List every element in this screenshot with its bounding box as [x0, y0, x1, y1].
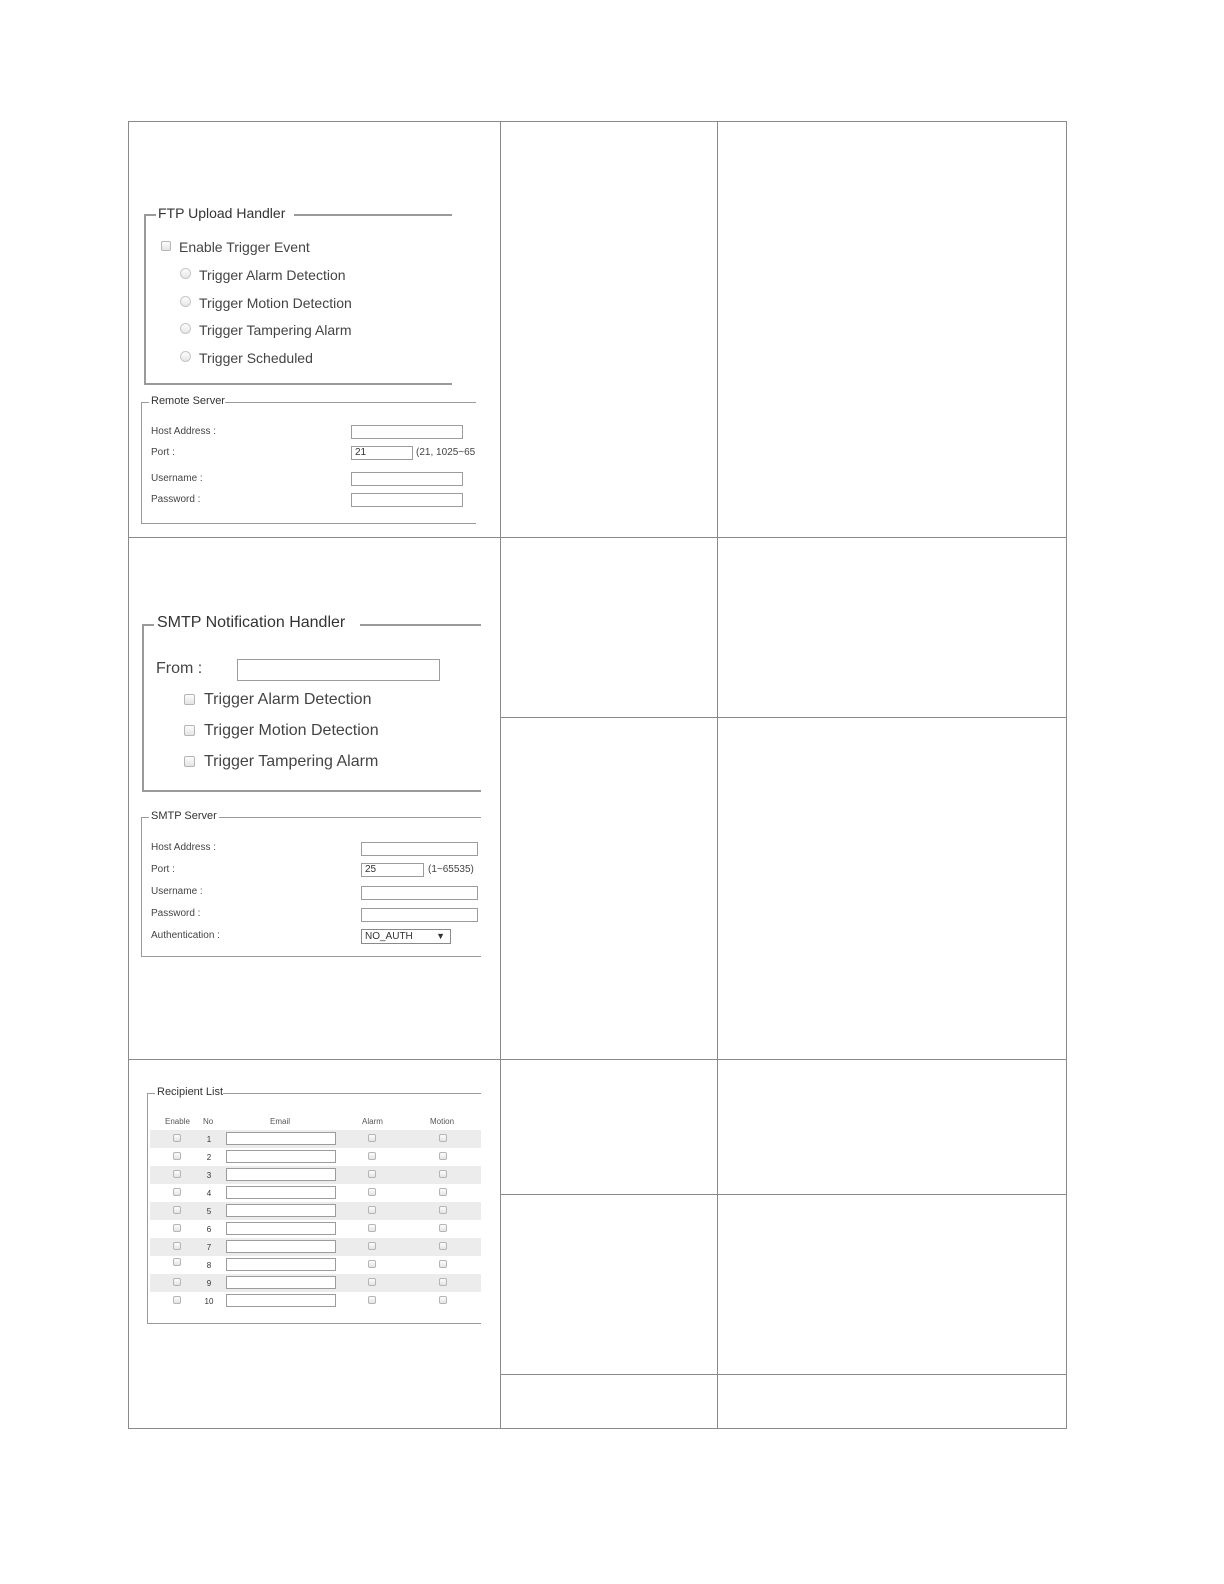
- column-divider: [717, 121, 718, 1429]
- ftp-password-input[interactable]: [351, 493, 463, 507]
- alarm-checkbox[interactable]: [368, 1206, 376, 1214]
- table-row: [150, 1202, 481, 1220]
- row-number: 6: [206, 1225, 212, 1234]
- authentication-label: Authentication :: [151, 930, 220, 941]
- email-input[interactable]: [226, 1132, 336, 1145]
- password-label: Password :: [151, 494, 201, 505]
- alarm-checkbox[interactable]: [368, 1242, 376, 1250]
- motion-checkbox[interactable]: [439, 1278, 447, 1286]
- authentication-value: NO_AUTH: [365, 931, 413, 942]
- motion-checkbox[interactable]: [439, 1242, 447, 1250]
- email-input[interactable]: [226, 1150, 336, 1163]
- row-number: 1: [206, 1135, 212, 1144]
- chevron-down-icon: ▼: [436, 931, 445, 941]
- header-motion: Motion: [430, 1117, 455, 1126]
- trigger-tampering-label: Trigger Tampering Alarm: [199, 322, 352, 338]
- enable-checkbox[interactable]: [173, 1258, 181, 1266]
- email-input[interactable]: [226, 1276, 336, 1289]
- header-email: Email: [270, 1117, 291, 1126]
- table-row: [150, 1292, 481, 1310]
- enable-checkbox[interactable]: [173, 1152, 181, 1160]
- enable-checkbox[interactable]: [173, 1188, 181, 1196]
- trigger-tampering-radio[interactable]: [180, 323, 191, 334]
- email-input[interactable]: [226, 1222, 336, 1235]
- row-divider: [128, 537, 1067, 538]
- trigger-alarm-label: Trigger Alarm Detection: [199, 267, 346, 283]
- host-address-label: Host Address :: [151, 426, 217, 437]
- motion-checkbox[interactable]: [439, 1188, 447, 1196]
- smtp-trigger-motion-checkbox[interactable]: [184, 725, 195, 736]
- ftp-port-input[interactable]: 21: [351, 446, 413, 460]
- remote-server-title: Remote Server: [151, 395, 225, 407]
- smtp-username-input[interactable]: [361, 886, 478, 900]
- table-row: [150, 1148, 481, 1166]
- table-row: [150, 1274, 481, 1292]
- enable-checkbox[interactable]: [173, 1170, 181, 1178]
- table-row: [150, 1166, 481, 1184]
- smtp-trigger-tampering-label: Trigger Tampering Alarm: [204, 753, 379, 770]
- from-label: From :: [156, 660, 203, 677]
- motion-checkbox[interactable]: [439, 1152, 447, 1160]
- trigger-motion-label: Trigger Motion Detection: [199, 295, 352, 311]
- email-input[interactable]: [226, 1186, 336, 1199]
- smtp-host-address-input[interactable]: [361, 842, 478, 856]
- port-label: Port :: [151, 447, 175, 458]
- smtp-password-label: Password :: [151, 908, 201, 919]
- smtp-port-input[interactable]: 25: [361, 863, 424, 877]
- motion-checkbox[interactable]: [439, 1134, 447, 1142]
- motion-checkbox[interactable]: [439, 1260, 447, 1268]
- motion-checkbox[interactable]: [439, 1206, 447, 1214]
- table-row: [150, 1184, 481, 1202]
- enable-checkbox[interactable]: [173, 1206, 181, 1214]
- authentication-select[interactable]: [361, 929, 451, 944]
- column-divider: [500, 121, 501, 1429]
- row-number: 4: [206, 1189, 212, 1198]
- smtp-trigger-alarm-label: Trigger Alarm Detection: [204, 691, 372, 708]
- enable-checkbox[interactable]: [173, 1242, 181, 1250]
- alarm-checkbox[interactable]: [368, 1278, 376, 1286]
- ftp-port-hint: (21, 1025~65: [416, 447, 476, 458]
- row-number: 8: [206, 1261, 212, 1270]
- enable-trigger-checkbox[interactable]: [161, 241, 171, 251]
- email-input[interactable]: [226, 1204, 336, 1217]
- trigger-scheduled-radio[interactable]: [180, 351, 191, 362]
- smtp-trigger-tampering-checkbox[interactable]: [184, 756, 195, 767]
- row-number: 3: [206, 1171, 212, 1180]
- motion-checkbox[interactable]: [439, 1224, 447, 1232]
- smtp-server-title: SMTP Server: [151, 810, 217, 822]
- alarm-checkbox[interactable]: [368, 1188, 376, 1196]
- smtp-host-label: Host Address :: [151, 842, 217, 853]
- row-number: 5: [206, 1207, 212, 1216]
- ftp-host-address-input[interactable]: [351, 425, 463, 439]
- row-divider: [500, 1374, 1067, 1375]
- alarm-checkbox[interactable]: [368, 1296, 376, 1304]
- alarm-checkbox[interactable]: [368, 1224, 376, 1232]
- row-number: 9: [206, 1279, 212, 1288]
- alarm-checkbox[interactable]: [368, 1152, 376, 1160]
- recipient-list-title: Recipient List: [157, 1086, 224, 1098]
- username-label: Username :: [151, 473, 203, 484]
- trigger-alarm-radio[interactable]: [180, 268, 191, 279]
- motion-checkbox[interactable]: [439, 1170, 447, 1178]
- from-input[interactable]: [237, 659, 440, 681]
- row-number: 2: [206, 1153, 212, 1162]
- alarm-checkbox[interactable]: [368, 1260, 376, 1268]
- header-alarm: Alarm: [362, 1117, 383, 1126]
- trigger-motion-radio[interactable]: [180, 296, 191, 307]
- smtp-title: SMTP Notification Handler: [157, 614, 346, 631]
- row-divider: [128, 1059, 1067, 1060]
- enable-trigger-label: Enable Trigger Event: [179, 239, 310, 255]
- email-input[interactable]: [226, 1168, 336, 1181]
- row-number: 7: [206, 1243, 212, 1252]
- ftp-title: FTP Upload Handler: [158, 205, 286, 221]
- smtp-password-input[interactable]: [361, 908, 478, 922]
- enable-checkbox[interactable]: [173, 1296, 181, 1304]
- table-row: [150, 1238, 481, 1256]
- alarm-checkbox[interactable]: [368, 1134, 376, 1142]
- row-divider: [500, 717, 1067, 718]
- smtp-trigger-motion-label: Trigger Motion Detection: [204, 722, 379, 739]
- row-divider: [500, 1194, 1067, 1195]
- smtp-trigger-alarm-checkbox[interactable]: [184, 694, 195, 705]
- motion-checkbox[interactable]: [439, 1296, 447, 1304]
- table-row: [150, 1130, 481, 1148]
- header-no: No: [203, 1117, 214, 1126]
- trigger-scheduled-label: Trigger Scheduled: [199, 350, 313, 366]
- smtp-username-label: Username :: [151, 886, 203, 897]
- email-input[interactable]: [226, 1240, 336, 1253]
- enable-checkbox[interactable]: [173, 1278, 181, 1286]
- enable-checkbox[interactable]: [173, 1134, 181, 1142]
- smtp-port-label: Port :: [151, 864, 175, 875]
- table-row: [150, 1256, 481, 1274]
- header-enable: Enable: [165, 1117, 190, 1126]
- row-number: 10: [204, 1297, 214, 1306]
- alarm-checkbox[interactable]: [368, 1170, 376, 1178]
- email-input[interactable]: [226, 1294, 336, 1307]
- ftp-username-input[interactable]: [351, 472, 463, 486]
- email-input[interactable]: [226, 1258, 336, 1271]
- enable-checkbox[interactable]: [173, 1224, 181, 1232]
- smtp-port-hint: (1~65535): [428, 864, 474, 875]
- table-row: [150, 1220, 481, 1238]
